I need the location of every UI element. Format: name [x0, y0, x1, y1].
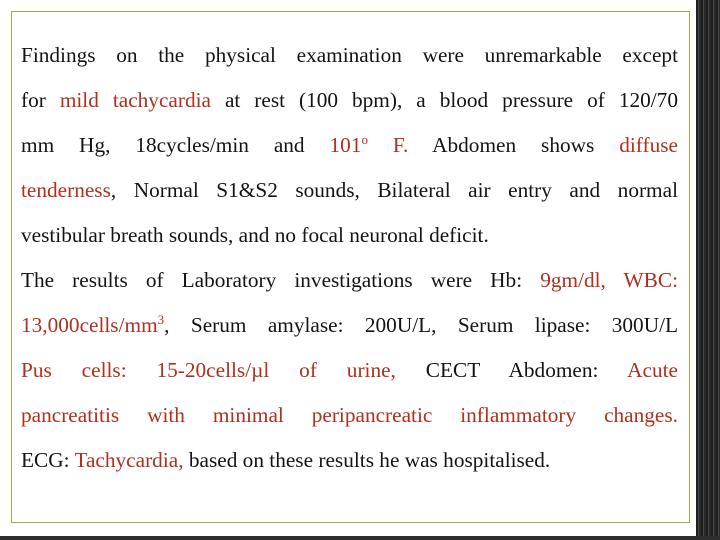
highlighted-text: F.	[367, 133, 409, 157]
bottom-frame-stripe	[0, 536, 720, 540]
text-span: The results of Laboratory investigations were Hb:	[21, 268, 541, 292]
text-span: mm Hg, 18cycles/min and	[21, 133, 330, 157]
text-span: based on these results he was hospitalised.	[183, 448, 551, 472]
superscript: o	[361, 132, 368, 147]
text-span: Findings on the physical examination were unremarkable except	[21, 43, 678, 67]
text-line	[21, 446, 678, 474]
text-line	[21, 356, 678, 384]
text-span: for	[21, 88, 60, 112]
text-line	[21, 41, 678, 69]
text-span: , Normal S1&S2 sounds, Bilateral air entry and normal	[110, 178, 678, 202]
highlighted-text: pancreatitis with minimal peripancreatic inflammatory changes.	[21, 403, 678, 427]
text-span: Abdomen shows	[408, 133, 620, 157]
highlighted-text: diffuse	[619, 133, 678, 157]
highlighted-text: 101	[329, 133, 362, 157]
text-span: CECT Abdomen:	[395, 358, 628, 382]
highlighted-text: Acute	[627, 358, 678, 382]
text-line	[21, 176, 678, 204]
text-line	[21, 221, 678, 249]
highlighted-text: 9gm/dl, WBC:	[540, 268, 678, 292]
highlighted-text: Tachycardia,	[74, 448, 184, 472]
text-line	[21, 266, 678, 294]
slide-content-box	[11, 11, 690, 523]
superscript: 3	[157, 312, 165, 327]
highlighted-text: tenderness	[21, 178, 111, 202]
text-line	[21, 401, 678, 429]
text-span: vestibular breath sounds, and no focal neuronal deficit.	[21, 223, 489, 247]
text-line	[21, 311, 678, 339]
highlighted-text: 13,000cells/mm	[21, 313, 158, 337]
right-frame-stripe	[696, 0, 720, 540]
text-line	[21, 131, 678, 159]
text-span: ECG:	[21, 448, 75, 472]
text-span: , Serum amylase: 200U/L, Serum lipase: 300U/L	[164, 313, 678, 337]
highlighted-text: mild tachycardia	[59, 88, 211, 112]
highlighted-text: Pus cells: 15-20cells/µl of urine,	[21, 358, 396, 382]
text-span: at rest (100 bpm), a blood pressure of 120/70	[210, 88, 678, 112]
text-line	[21, 86, 678, 114]
